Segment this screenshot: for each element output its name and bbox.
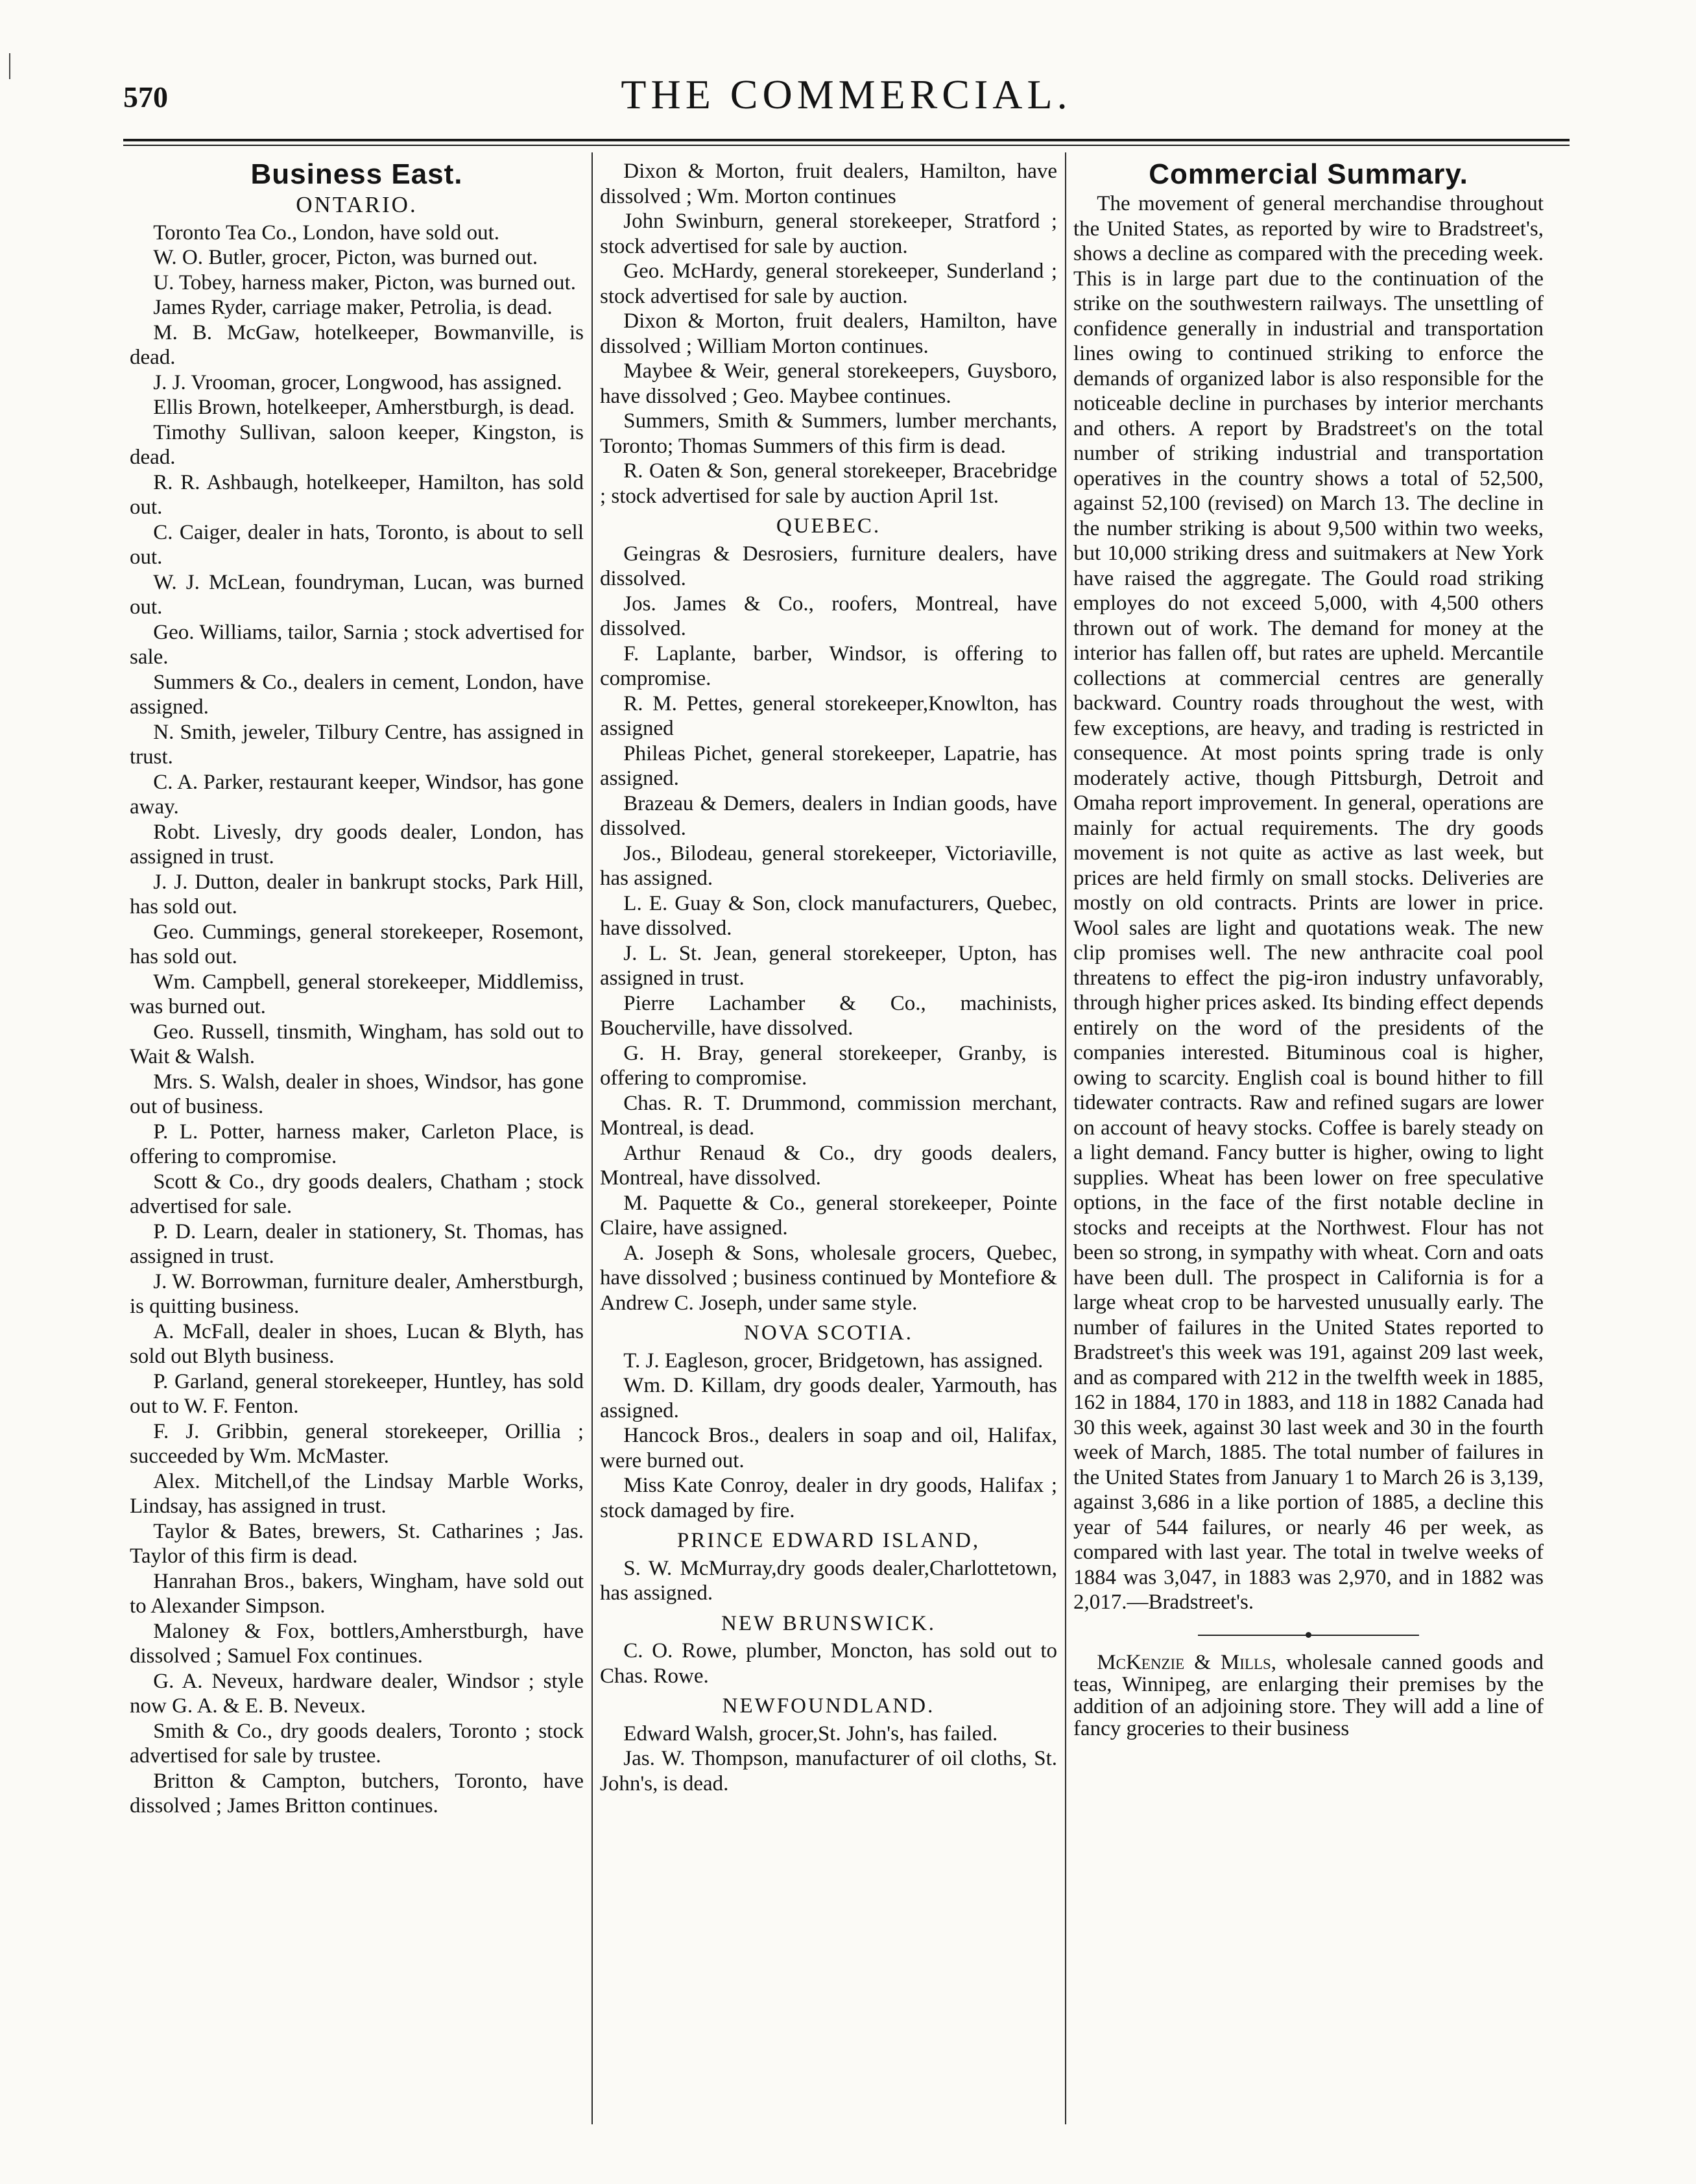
list-item: P. D. Learn, dealer in stationery, St. Thomas, has assigned in trust. [130, 1219, 584, 1268]
list-item: Brazeau & Demers, dealers in Indian goods, have dissolved. [600, 791, 1057, 840]
list-item: Scott & Co., dry goods dealers, Chatham ; stock advertised for sale. [130, 1170, 584, 1218]
list-item: Smith & Co., dry goods dealers, Toronto ; stock advertised for sale by trustee. [130, 1719, 584, 1768]
list-item: Wm. D. Killam, dry goods dealer, Yarmouth, has assigned. [600, 1374, 1057, 1422]
header-rule-thin [123, 145, 1570, 146]
province-heading-pei: PRINCE EDWARD ISLAND, [676, 1529, 981, 1552]
list-item: S. W. McMurray,dry goods dealer,Charlottetown, has assigned. [600, 1556, 1057, 1605]
list-item: Geo. McHardy, general storekeeper, Sunderland ; stock advertised for sale by auction. [600, 259, 1057, 308]
list-item: Britton & Campton, butchers, Toronto, have dissolved ; James Britton continues. [130, 1769, 584, 1818]
list-item: A. Joseph & Sons, wholesale grocers, Quebec, have dissolved ; business continued by Montefiore & Andrew C. Joseph, under same style. [600, 1241, 1057, 1315]
province-heading-newfoundland: NEWFOUNDLAND. [722, 1694, 935, 1718]
list-item: Hanrahan Bros., bakers, Wingham, have sold out to Alexander Simpson. [130, 1569, 584, 1618]
running-title: THE COMMERCIAL. [621, 71, 1072, 117]
list-item: John Swinburn, general storekeeper, Stratford ; stock advertised for sale by auction. [600, 210, 1057, 258]
list-item: Summers, Smith & Summers, lumber merchants, Toronto; Thomas Summers of this firm is dead. [600, 409, 1057, 458]
list-item: C. O. Rowe, plumber, Moncton, has sold out to Chas. Rowe. [600, 1639, 1057, 1688]
province-heading-ontario: ONTARIO. [296, 192, 418, 217]
list-item: Edward Walsh, grocer,St. John's, has failed. [623, 1722, 998, 1746]
section-title: Commercial Summary. [1149, 158, 1468, 190]
entry-list [600, 542, 1057, 1316]
column-divider [591, 152, 593, 2124]
list-item: L. E. Guay & Son, clock manufacturers, Quebec, have dissolved. [600, 891, 1057, 940]
column-business-east [130, 159, 584, 1819]
list-item: J. J. Dutton, dealer in bankrupt stocks, Park Hill, has sold out. [130, 870, 584, 918]
list-item: Jos. James & Co., roofers, Montreal, have dissolved. [600, 592, 1057, 640]
list-item: Toronto Tea Co., London, have sold out. [153, 221, 500, 245]
list-item: Wm. Campbell, general storekeeper, Middlemiss, was burned out. [130, 970, 584, 1018]
list-item: Geo. Russell, tinsmith, Wingham, has sold out to Wait & Walsh. [130, 1020, 584, 1068]
list-item: J. W. Borrowman, furniture dealer, Amherstburgh, is quitting business. [130, 1269, 584, 1318]
entry-list [130, 221, 584, 1819]
list-item: J. L. St. Jean, general storekeeper, Upton, has assigned in trust. [600, 941, 1057, 990]
list-item: A. McFall, dealer in shoes, Lucan & Blyth, has sold out Blyth business. [130, 1319, 584, 1368]
list-item: Geo. Cummings, general storekeeper, Rosemont, has sold out. [130, 920, 584, 968]
column-divider [1065, 152, 1066, 2124]
list-item: Maybee & Weir, general storekeepers, Guysboro, have dissolved ; Geo. Maybee continues. [600, 359, 1057, 408]
column-commercial-summary [1073, 159, 1544, 1740]
list-item: Phileas Pichet, general storekeeper, Lapatrie, has assigned. [600, 741, 1057, 790]
list-item: P. Garland, general storekeeper, Huntley, has sold out to W. F. Fenton. [130, 1369, 584, 1418]
summary-article: The movement of general merchandise throughout the United States, as reported by wire to Bradstreet's, shows a decline as compared with the preceding week. This is in large part due to the continuation of the strike on the southwestern railways. The unsettling of confidence generally in industrial and transportation lines owing to continued striking to enforce the demands of organized labor is also responsible for the noticeable decline in purchases by interior merchants and others. A report by Bradstreet's on the total number of striking industrial and transportation operatives in the country shows a total of 52,500, against 52,100 (revised) on March 13. The decline in the number striking is about 9,500 within two weeks, but 10,000 striking dress and suitmakers at New York have raised the aggregate. The Gould road striking employes do not exceed 5,000, with 4,500 others thrown out of work. The demand for money at the interior has fallen off, but rates are upheld. Mercantile collections at commercial centres are generally backward. Country roads throughout the west, with few exceptions, are heavy, and trading is restricted in consequence. At most points spring trade is only moderately active, though Pittsburgh, Detroit and Omaha report improvement. In general, operations are mainly for actual requirements. The dry goods movement is not quite as active as last week, but prices are held firmly on small stocks. Deliveries are mostly on old contracts. Prints are lower in price. Wool sales are light and quotations weak. The new clip promises well. The new anthracite coal pool threatens to effect the pig-iron industry unfavorably, through higher prices asked. Its binding effect depends entirely on the word of the presidents of the companies interested. Bituminous coal is higher, owing to scarcity. English coal is bound hither to fill tidewater contracts. Raw and refined sugars are lower on account of heavy stocks. Coffee is barely steady on a light demand. Fancy butter is higher, owing to light supplies. Wheat has been lower on free speculative options, in the face of the first notable decline in stocks and receipts at the Northwest. Flour has not been so strong, in sympathy with wheat. Corn and oats have been dull. The prospect in California is for a large wheat crop to be harvested unusually early. The number of failures in the United States reported to Bradstreet's this week was 191, against 209 last week, and as compared with 212 in the twelfth week in 1885, 162 in 1884, 170 in 1883, and 118 in 1882 Canada had 30 this week, against 30 last week and 30 in the fourth week of March, 1885. The total number of failures in the United States from January 1 to March 26 is 3,139, against 3,686 in a like portion of 1885, a decline this year of 544 failures, or nearly 46 per week, as compared with last year. The total in twelve weeks of 1884 was 3,047, in 1883 was 2,970, and in 1882 was 2,017.—Bradstreet's. [1073, 192, 1544, 1614]
list-item: Alex. Mitchell,of the Lindsay Marble Works, Lindsay, has assigned in trust. [130, 1469, 584, 1518]
list-item: Taylor & Bates, brewers, St. Catharines ; Jas. Taylor of this firm is dead. [130, 1519, 584, 1568]
list-item: Geingras & Desrosiers, furniture dealers, have dissolved. [600, 542, 1057, 590]
entry-list [600, 1722, 1057, 1797]
list-item: C. Caiger, dealer in hats, Toronto, is about to sell out. [130, 520, 584, 569]
list-item: R. R. Ashbaugh, hotelkeeper, Hamilton, has sold out. [130, 470, 584, 519]
list-item: Arthur Renaud & Co., dry goods dealers, Montreal, have dissolved. [600, 1141, 1057, 1190]
list-item: Timothy Sullivan, saloon keeper, Kingston, is dead. [130, 420, 584, 469]
list-item: W. J. McLean, foundryman, Lucan, was burned out. [130, 570, 584, 619]
province-heading-quebec: QUEBEC. [776, 514, 881, 538]
list-item: P. L. Potter, harness maker, Carleton Place, is offering to compromise. [130, 1120, 584, 1168]
list-item: T. J. Eagleson, grocer, Bridgetown, has assigned. [623, 1349, 1044, 1373]
list-item: Mrs. S. Walsh, dealer in shoes, Windsor, has gone out of business. [130, 1070, 584, 1118]
list-item: G. A. Neveux, hardware dealer, Windsor ; style now G. A. & E. B. Neveux. [130, 1669, 584, 1718]
news-note [1073, 1651, 1544, 1740]
list-item: Ellis Brown, hotelkeeper, Amherstburgh, is dead. [153, 396, 575, 419]
list-item: Geo. Williams, tailor, Sarnia ; stock advertised for sale. [130, 620, 584, 669]
list-item: Pierre Lachamber & Co., machinists, Boucherville, have dissolved. [600, 991, 1057, 1040]
list-item: Jos., Bilodeau, general storekeeper, Victoriaville, has assigned. [600, 841, 1057, 890]
entry-list [600, 1638, 1057, 1688]
list-item: F. J. Gribbin, general storekeeper, Orillia ; succeeded by Wm. McMaster. [130, 1419, 584, 1468]
header-rule-thick [123, 139, 1570, 141]
list-item: Robt. Livesly, dry goods dealer, London, has assigned in trust. [130, 820, 584, 869]
list-item: U. Tobey, harness maker, Picton, was burned out. [153, 270, 576, 294]
separator-rule [1073, 1622, 1544, 1647]
page-header [123, 62, 1570, 133]
list-item: R. Oaten & Son, general storekeeper, Bracebridge ; stock advertised for sale by auction April 1st. [600, 459, 1057, 508]
list-item: Jas. W. Thompson, manufacturer of oil cloths, St. John's, is dead. [600, 1747, 1057, 1795]
column-business-east-continued [600, 159, 1057, 1796]
list-item: M. B. McGaw, hotelkeeper, Bowmanville, is dead. [130, 320, 584, 369]
list-item: Chas. R. T. Drummond, commission merchant, Montreal, is dead. [600, 1091, 1057, 1140]
entry-list [600, 159, 1057, 509]
list-item: J. J. Vrooman, grocer, Longwood, has assigned. [153, 370, 562, 394]
list-item: R. M. Pettes, general storekeeper,Knowlton, has assigned [600, 691, 1057, 740]
list-item: Summers & Co., dealers in cement, London, have assigned. [130, 670, 584, 719]
entry-list [600, 1349, 1057, 1524]
note-lead: McKenzie & Mills, [1097, 1651, 1277, 1674]
section-title: Business East. [250, 158, 463, 190]
list-item: James Ryder, carriage maker, Petrolia, is dead. [153, 296, 553, 319]
page-number: 570 [123, 80, 168, 114]
note-text: wholesale canned goods and teas, Winnipeg, are enlarging their premises by the addition of an adjoining store. They will add a line of fancy groceries to their business [1073, 1651, 1544, 1740]
list-item: Dixon & Morton, fruit dealers, Hamilton, have dissolved ; William Morton continues. [600, 309, 1057, 358]
margin-mark [9, 53, 10, 79]
list-item: Dixon & Morton, fruit dealers, Hamilton, have dissolved ; Wm. Morton continues [600, 160, 1057, 208]
list-item: Maloney & Fox, bottlers,Amherstburgh, have dissolved ; Samuel Fox continues. [130, 1619, 584, 1668]
list-item: Hancock Bros., dealers in soap and oil, Halifax, were burned out. [600, 1424, 1057, 1472]
entry-list [600, 1556, 1057, 1606]
province-heading-new-brunswick: NEW BRUNSWICK. [721, 1611, 937, 1635]
list-item: N. Smith, jeweler, Tilbury Centre, has assigned in trust. [130, 720, 584, 769]
list-item: M. Paquette & Co., general storekeeper, Pointe Claire, have assigned. [600, 1191, 1057, 1240]
province-heading-nova-scotia: NOVA SCOTIA. [744, 1321, 913, 1345]
list-item: F. Laplante, barber, Windsor, is offering to compromise. [600, 642, 1057, 690]
list-item: W. O. Butler, grocer, Picton, was burned out. [153, 246, 538, 269]
list-item: C. A. Parker, restaurant keeper, Windsor, has gone away. [130, 770, 584, 819]
list-item: Miss Kate Conroy, dealer in dry goods, Halifax ; stock damaged by fire. [600, 1474, 1057, 1522]
list-item: G. H. Bray, general storekeeper, Granby, is offering to compromise. [600, 1041, 1057, 1090]
